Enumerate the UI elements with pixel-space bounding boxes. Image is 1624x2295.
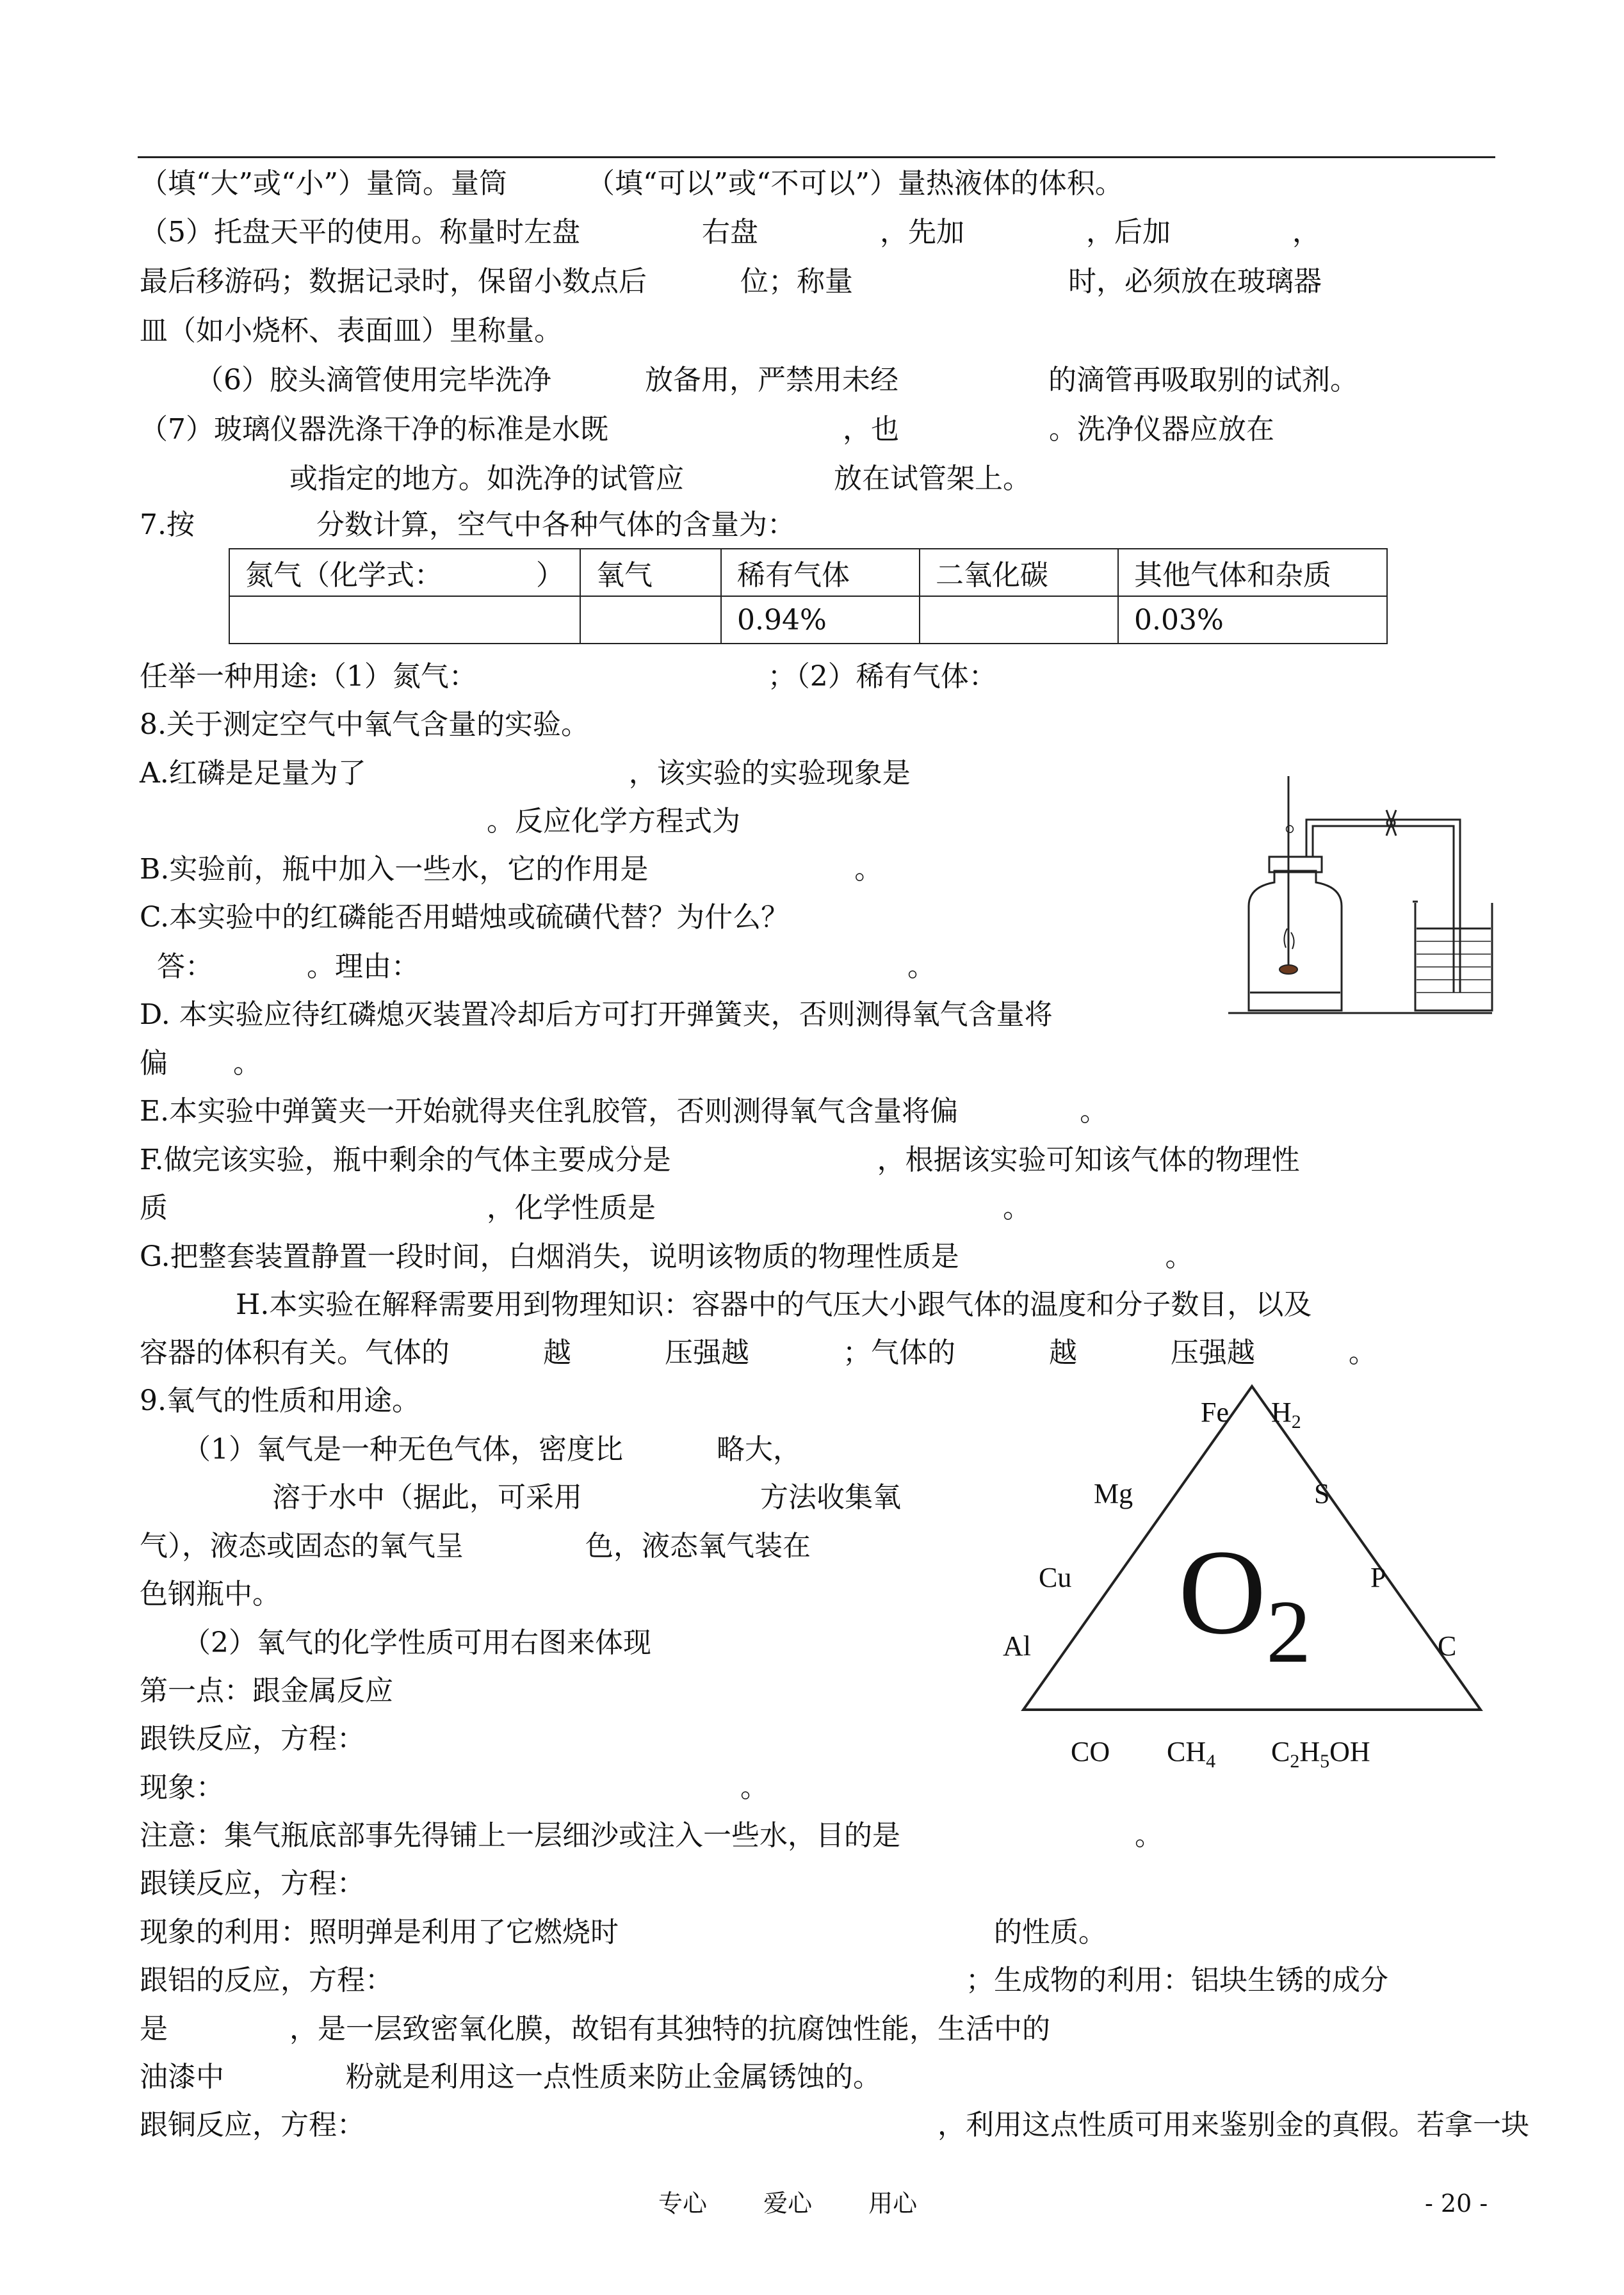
text-line-18: E.本实验中弹簧夹一开始就得夹住乳胶管，否则测得氧气含量将偏 。 bbox=[140, 1095, 1108, 1128]
text-line-24: 9.氧气的性质和用途。 bbox=[140, 1384, 420, 1417]
oxygen-properties-triangle bbox=[999, 1377, 1486, 1787]
text-line-3: 最后移游码；数据记录时，保留小数点后 位；称量 时，必须放在玻璃器 bbox=[140, 265, 1322, 298]
footer-motto: 专心 爱心 用心 bbox=[658, 2189, 918, 2218]
label-ch4-sub: 4 bbox=[1206, 1751, 1216, 1772]
text-line-28: 色钢瓶中。 bbox=[140, 1578, 280, 1610]
svg-text:CH4 bbox=[1167, 1736, 1215, 1772]
text-line-36: 跟铝的反应，方程： ；生成物的利用：铝块生锈的成分 bbox=[140, 1964, 1388, 1997]
text-line-19: F.做完该实验，瓶中剩余的气体主要成分是 ，根据该实验可知该气体的物理性 bbox=[140, 1144, 1300, 1176]
text-line-25: （1）氧气是一种无色气体，密度比 略大， bbox=[183, 1433, 801, 1466]
label-h2: H bbox=[1271, 1397, 1292, 1428]
label-s: S bbox=[1314, 1478, 1330, 1509]
oxygen-measurement-apparatus bbox=[1223, 775, 1498, 1018]
label-ch4: CH bbox=[1167, 1736, 1206, 1767]
text-line-12: 。反应化学方程式为 。 bbox=[487, 805, 1313, 838]
label-h2-sub: 2 bbox=[1291, 1411, 1301, 1432]
table-cell: 0.03% bbox=[1118, 596, 1387, 644]
text-line-21: G.把整套装置静置一段时间，白烟消失，说明该物质的物理性质是 。 bbox=[140, 1240, 1194, 1273]
table-cell bbox=[920, 596, 1118, 644]
label-c2h5oh-5: 5 bbox=[1320, 1751, 1330, 1772]
table-header-cell: 其他气体和杂质 bbox=[1118, 549, 1387, 596]
text-line-39: 跟铜反应，方程： ，利用这点性质可用来鉴别金的真假。若拿一块 bbox=[140, 2109, 1529, 2141]
page-number: - 20 - bbox=[1425, 2189, 1488, 2218]
text-line-35: 现象的利用：照明弹是利用了它燃烧时 的性质。 bbox=[140, 1916, 1107, 1949]
text-line-17: 偏 。 bbox=[140, 1047, 261, 1080]
air-composition-table bbox=[229, 548, 1388, 644]
table-cell bbox=[229, 596, 580, 644]
label-cu: Cu bbox=[1039, 1562, 1072, 1593]
label-c2h5oh-2: 2 bbox=[1290, 1751, 1300, 1772]
svg-text:C2H5OH bbox=[1271, 1736, 1370, 1772]
label-c2h5oh-h: H bbox=[1299, 1736, 1320, 1767]
o2-subscript: 2 bbox=[1266, 1582, 1311, 1682]
text-line-11: A.红磷是足量为了 ，该实验的实验现象是 bbox=[140, 757, 911, 790]
text-line-9: 任举一种用途:（1）氮气： ；（2）稀有气体： bbox=[140, 660, 997, 693]
text-line-14: C.本实验中的红磷能否用蜡烛或硫磺代替？为什么？ bbox=[140, 901, 790, 934]
text-line-5: （6）胶头滴管使用完毕洗净 放备用，严禁用未经 的滴管再吸取别的试剂。 bbox=[195, 364, 1358, 396]
text-line-33: 注意：集气瓶底部事先得铺上一层细沙或注入一些水，目的是 。 bbox=[140, 1819, 1163, 1852]
label-c2h5oh-oh: OH bbox=[1329, 1736, 1370, 1767]
label-co: CO bbox=[1071, 1736, 1110, 1767]
text-line-15: 答： 。理由： 。 bbox=[157, 950, 936, 983]
header-rule bbox=[138, 156, 1495, 158]
table-header-cell: 二氧化碳 bbox=[920, 549, 1118, 596]
text-line-31: 跟铁反应，方程： bbox=[140, 1723, 365, 1755]
text-line-6: （7）玻璃仪器洗涤干净的标准是水既 ，也 。洗净仪器应放在 bbox=[140, 413, 1274, 446]
text-line-37: 是 ，是一层致密氧化膜，故铝有其独特的抗腐蚀性能，生活中的 bbox=[140, 2013, 1050, 2045]
text-line-32: 现象： 。 bbox=[140, 1771, 768, 1804]
text-line-30: 第一点：跟金属反应 bbox=[140, 1675, 393, 1707]
svg-text:O2 bbox=[1178, 1525, 1311, 1682]
label-al: Al bbox=[1003, 1630, 1031, 1662]
label-fe: Fe bbox=[1201, 1397, 1229, 1428]
text-line-34: 跟镁反应，方程： bbox=[140, 1867, 365, 1900]
text-line-7: 或指定的地方。如洗净的试管应 放在试管架上。 bbox=[289, 462, 1031, 495]
table-cell: 0.94% bbox=[721, 596, 920, 644]
text-line-16: D. 本实验应待红磷熄灭装置冷却后方可打开弹簧夹，否则测得氧气含量将 bbox=[140, 998, 1053, 1031]
text-line-8: 7.按 分数计算，空气中各种气体的含量为： bbox=[140, 508, 795, 541]
table-cell bbox=[580, 596, 721, 644]
text-line-26: 溶于水中（据此，可采用 方法收集氧 bbox=[272, 1481, 901, 1514]
label-c2h5oh-c: C bbox=[1271, 1736, 1290, 1767]
text-line-27: 气），液态或固态的氧气呈 色，液态氧气装在 bbox=[140, 1530, 811, 1562]
table-header-cell: 氧气 bbox=[580, 549, 721, 596]
text-line-2: （5）托盘天平的使用。称量时左盘 右盘 ，先加 ，后加 ， bbox=[140, 216, 1320, 248]
svg-text:H2 bbox=[1271, 1397, 1301, 1432]
text-line-1: （填“大”或“小”）量筒。量筒 （填“可以”或“不可以”）量热液体的体积。 bbox=[140, 167, 1123, 200]
text-line-29: （2）氧气的化学性质可用右图来体现 bbox=[183, 1626, 651, 1659]
label-mg: Mg bbox=[1094, 1478, 1133, 1509]
table-header-cell: 稀有气体 bbox=[721, 549, 920, 596]
label-p: P bbox=[1370, 1562, 1386, 1593]
text-line-22: H.本实验在解释需要用到物理知识：容器中的气压大小跟气体的温度和分子数目，以及 bbox=[236, 1288, 1312, 1321]
table-row bbox=[229, 596, 1387, 644]
text-line-4: 皿（如小烧杯、表面皿）里称量。 bbox=[140, 314, 562, 347]
table-header-cell: 氮气（化学式： ） bbox=[229, 549, 580, 596]
table-row bbox=[229, 549, 1387, 596]
text-line-20: 质 ，化学性质是 。 bbox=[140, 1192, 1031, 1224]
text-line-23: 容器的体积有关。气体的 越 压强越 ；气体的 越 压强越 。 bbox=[140, 1336, 1377, 1369]
text-line-10: 8.关于测定空气中氧气含量的实验。 bbox=[140, 708, 589, 741]
text-line-13: B.实验前，瓶中加入一些水，它的作用是 。 bbox=[140, 853, 883, 886]
text-line-38: 油漆中 粉就是利用这一点性质来防止金属锈蚀的。 bbox=[140, 2061, 881, 2093]
label-c: C bbox=[1438, 1630, 1457, 1662]
o2-symbol: O bbox=[1178, 1525, 1267, 1660]
